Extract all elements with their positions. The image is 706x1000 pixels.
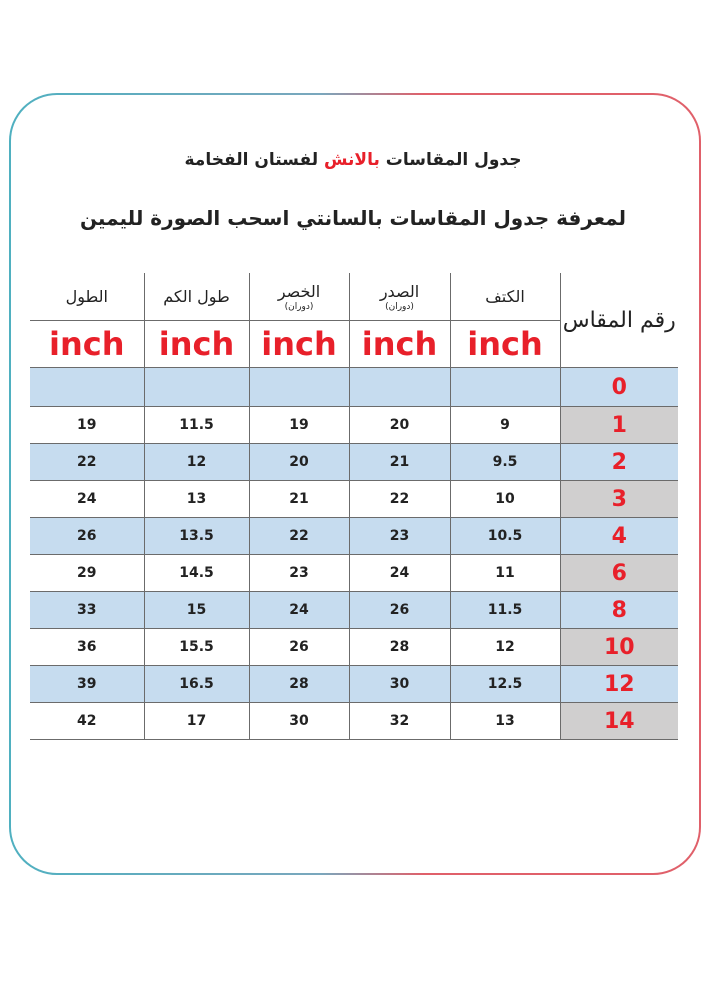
cell-waist: 22 bbox=[249, 518, 349, 555]
table-row bbox=[30, 666, 678, 703]
cell-shoulder: 9.5 bbox=[450, 444, 560, 481]
cell-chest: 26 bbox=[349, 592, 450, 629]
cell-length: 36 bbox=[30, 629, 144, 666]
cell-size: 2 bbox=[560, 444, 678, 481]
cell-shoulder: 13 bbox=[450, 703, 560, 740]
cell-chest: 24 bbox=[349, 555, 450, 592]
cell-size: 8 bbox=[560, 592, 678, 629]
cell-chest: 30 bbox=[349, 666, 450, 703]
header-length: الطول bbox=[30, 273, 144, 321]
cell-waist: 26 bbox=[249, 629, 349, 666]
cell-length: 33 bbox=[30, 592, 144, 629]
title-part2: لفستان الفخامة bbox=[184, 150, 319, 170]
cell-waist bbox=[249, 368, 349, 407]
header-waist: الخصر (دوران) bbox=[249, 273, 349, 321]
cell-shoulder: 11.5 bbox=[450, 592, 560, 629]
cell-shoulder: 10 bbox=[450, 481, 560, 518]
cell-chest: 20 bbox=[349, 407, 450, 444]
title-highlight: بالانش bbox=[324, 150, 380, 170]
cell-sleeve: 13 bbox=[144, 481, 249, 518]
cell-size: 0 bbox=[560, 368, 678, 407]
cell-sleeve: 14.5 bbox=[144, 555, 249, 592]
page-title bbox=[0, 150, 706, 170]
unit-chest: inch bbox=[361, 325, 438, 363]
unit-sleeve: inch bbox=[158, 325, 235, 363]
table-row bbox=[30, 518, 678, 555]
cell-sleeve: 17 bbox=[144, 703, 249, 740]
cell-chest: 22 bbox=[349, 481, 450, 518]
cell-sleeve: 13.5 bbox=[144, 518, 249, 555]
cell-chest: 32 bbox=[349, 703, 450, 740]
cell-length: 26 bbox=[30, 518, 144, 555]
title-part1: جدول المقاسات bbox=[385, 150, 522, 170]
cell-chest: 28 bbox=[349, 629, 450, 666]
unit-shoulder: inch bbox=[467, 325, 543, 363]
cell-length: 42 bbox=[30, 703, 144, 740]
cell-shoulder: 10.5 bbox=[450, 518, 560, 555]
cell-length: 24 bbox=[30, 481, 144, 518]
table-row bbox=[30, 444, 678, 481]
header-shoulder: الكتف bbox=[450, 273, 560, 321]
cell-waist: 19 bbox=[249, 407, 349, 444]
cell-length: 29 bbox=[30, 555, 144, 592]
cell-waist: 24 bbox=[249, 592, 349, 629]
cell-sleeve bbox=[144, 368, 249, 407]
cell-waist: 30 bbox=[249, 703, 349, 740]
table-row bbox=[30, 629, 678, 666]
cell-size: 4 bbox=[560, 518, 678, 555]
table-row bbox=[30, 481, 678, 518]
cell-waist: 21 bbox=[249, 481, 349, 518]
cell-length: 19 bbox=[30, 407, 144, 444]
cell-length: 39 bbox=[30, 666, 144, 703]
table-row bbox=[30, 368, 678, 407]
cell-waist: 23 bbox=[249, 555, 349, 592]
cell-length bbox=[30, 368, 144, 407]
cell-waist: 28 bbox=[249, 666, 349, 703]
cell-chest: 23 bbox=[349, 518, 450, 555]
cell-size: 6 bbox=[560, 555, 678, 592]
cell-sleeve: 11.5 bbox=[144, 407, 249, 444]
cell-size: 12 bbox=[560, 666, 678, 703]
header-sleeve: طول الكم bbox=[144, 273, 249, 321]
cell-shoulder: 12 bbox=[450, 629, 560, 666]
cell-sleeve: 15.5 bbox=[144, 629, 249, 666]
cell-size: 14 bbox=[560, 703, 678, 740]
cell-shoulder: 9 bbox=[450, 407, 560, 444]
header-waist-note: (دوران) bbox=[284, 301, 314, 312]
unit-waist: inch bbox=[261, 325, 337, 363]
cell-sleeve: 15 bbox=[144, 592, 249, 629]
table-row bbox=[30, 703, 678, 740]
cell-waist: 20 bbox=[249, 444, 349, 481]
cell-length: 22 bbox=[30, 444, 144, 481]
cell-sleeve: 12 bbox=[144, 444, 249, 481]
table-row bbox=[30, 555, 678, 592]
cell-chest: 21 bbox=[349, 444, 450, 481]
table-row bbox=[30, 592, 678, 629]
header-chest-note: (دوران) bbox=[385, 301, 414, 312]
cell-size: 3 bbox=[560, 481, 678, 518]
header-size: رقم المقاس bbox=[560, 273, 678, 368]
table-row bbox=[30, 407, 678, 444]
unit-length: inch bbox=[49, 325, 125, 363]
cell-size: 1 bbox=[560, 407, 678, 444]
cell-shoulder: 11 bbox=[450, 555, 560, 592]
cell-sleeve: 16.5 bbox=[144, 666, 249, 703]
cell-chest bbox=[349, 368, 450, 407]
cell-shoulder bbox=[450, 368, 560, 407]
header-chest: الصدر (دوران) bbox=[349, 273, 450, 321]
cell-shoulder: 12.5 bbox=[450, 666, 560, 703]
cell-size: 10 bbox=[560, 629, 678, 666]
size-table bbox=[30, 273, 678, 740]
subtitle-instruction: لمعرفة جدول المقاسات بالسانتي اسحب الصورة لليمين bbox=[79, 206, 627, 230]
